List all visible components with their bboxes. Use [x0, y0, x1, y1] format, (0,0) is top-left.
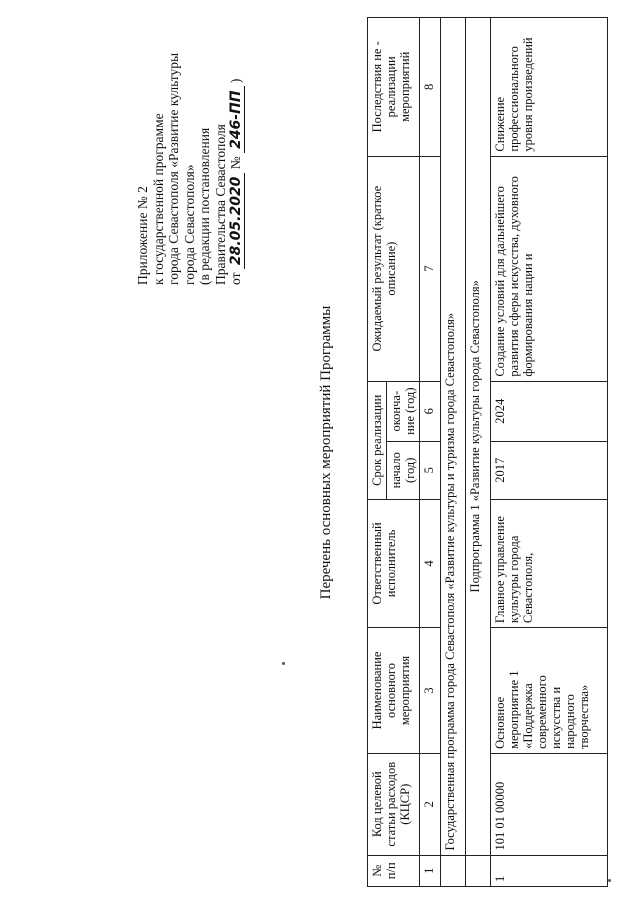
scan-speck — [282, 662, 285, 665]
col-number: 7 — [420, 156, 441, 381]
row-executor: Главное управление культуры города Севастополя, — [491, 499, 608, 627]
header-num: № п/п — [368, 855, 420, 886]
col-number: 2 — [420, 753, 441, 855]
row-num: 1 — [491, 855, 608, 886]
measures-table — [367, 17, 608, 887]
header-row — [368, 18, 387, 887]
appendix-line-1: Приложение № 2 — [135, 186, 150, 285]
appendix-line-2: к государственной программе — [150, 113, 166, 285]
handwritten-number: 246-ПП — [228, 86, 245, 152]
from-prefix: от — [228, 272, 243, 285]
col-number: 3 — [420, 628, 441, 754]
col-number: 5 — [420, 441, 441, 499]
col-number: 4 — [420, 499, 441, 627]
column-number-row — [420, 18, 441, 887]
appendix-date-line — [228, 0, 245, 285]
appendix-line-4: города Севастополя» — [181, 164, 197, 285]
row-name: Основное мероприятие 1 «Поддержка современного искусства и народного творчества» — [491, 628, 608, 754]
program-title: Государственная программа города Севастополя «Развитие культуры и туризма города Севастополя» — [441, 18, 466, 856]
header-code: Код целевой статьи расходов (КЦСР) — [368, 753, 420, 855]
header-consequences: Последствия не - реализации мероприятий — [368, 18, 420, 157]
header-start: начало (год) — [387, 441, 420, 499]
col-number: 6 — [420, 381, 441, 441]
appendix-line-3: города Севастополя «Развитие культуры — [166, 52, 181, 285]
header-name: Наименование основного мероприятия — [368, 628, 420, 754]
appendix-line-6: Правительства Севастополя — [212, 124, 228, 285]
appendix-line-5: (в редакции постановления — [197, 127, 212, 285]
table-row — [491, 18, 608, 887]
appendix-header — [135, 0, 245, 285]
row-end: 2024 — [491, 381, 608, 441]
header-term: Срок реализации — [368, 381, 387, 499]
document-title: Перечень основных мероприятий Программы — [318, 305, 334, 600]
number-prefix: № — [228, 156, 243, 170]
row-result: Создание условий для дальнейшего развития сферы искусства, духовного формирования нации и — [491, 156, 608, 381]
col-number: 8 — [420, 18, 441, 157]
scan-speck — [608, 879, 611, 882]
handwritten-date: 28.05.2020 — [228, 173, 245, 270]
subprogram-row-blank — [466, 855, 491, 886]
row-start: 2017 — [491, 441, 608, 499]
subprogram-title: Подпрограмма 1 «Развитие культуры города Севастополя» — [466, 18, 491, 856]
header-executor: Ответственный исполнитель — [368, 499, 420, 627]
program-row-blank — [441, 855, 466, 886]
col-number: 1 — [420, 855, 441, 886]
row-code: 101 01 00000 — [491, 753, 608, 855]
closing-paren: ) — [228, 78, 243, 84]
subprogram-row — [466, 18, 491, 887]
row-consequences: Снижение профессионального уровня произведений — [491, 18, 608, 157]
header-end: оконча-ние (год) — [387, 381, 420, 441]
program-row — [441, 18, 466, 887]
header-result: Ожидаемый результат (краткое описание) — [368, 156, 420, 381]
